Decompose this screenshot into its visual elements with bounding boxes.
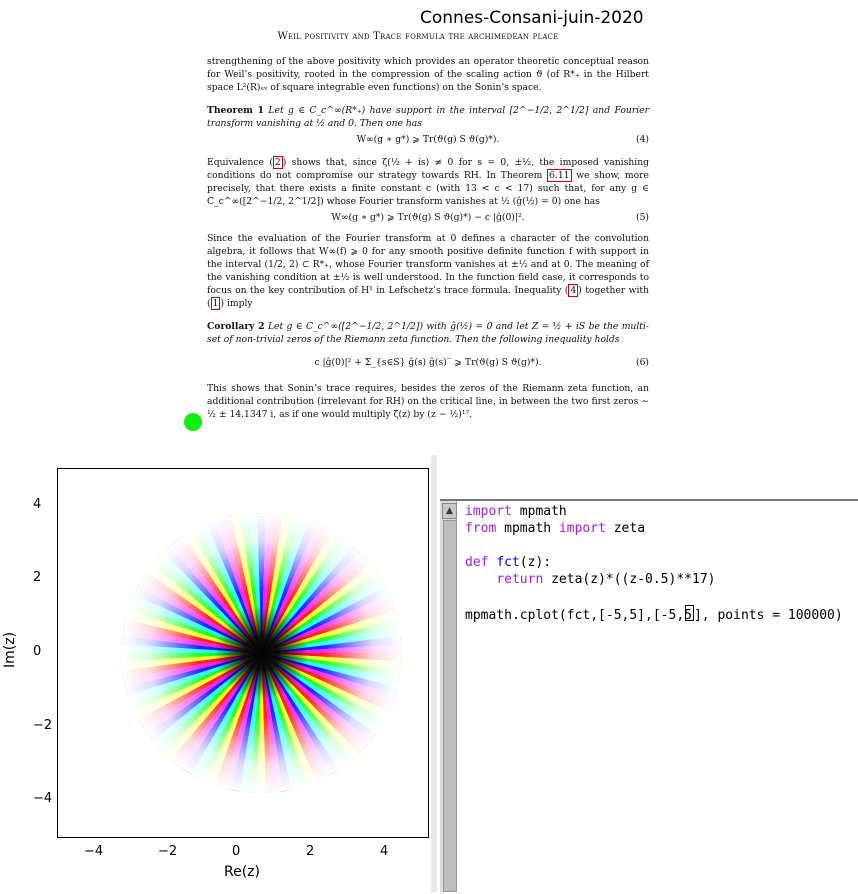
p2-text-c: we show, more precisely, that there exists a finite constant c (with 13 < c < 17) such that, for any g ∈ C_c^∞([2^−1/2, 2^1/2]) whose Fourier transform vanishes at ½ (ĝ(½) = 0) one has xyxy=(207,170,649,207)
p3-text-b: ) together with ( xyxy=(207,285,650,309)
ref-eq-1-link[interactable]: 1 xyxy=(212,298,219,309)
corollary-2-title: Corollary 2 xyxy=(207,321,265,332)
equation-6 xyxy=(207,346,649,380)
code-keyword: import xyxy=(465,504,512,519)
ref-eq-2-link[interactable]: 2 xyxy=(274,157,281,168)
paragraph-2 xyxy=(207,156,649,208)
code-keyword: from xyxy=(465,521,497,536)
code-indent xyxy=(465,572,496,587)
y-tick-label: 4 xyxy=(33,496,42,512)
editor-scroll-thumb[interactable] xyxy=(443,520,457,892)
code-token: ], points = 100000) xyxy=(693,608,843,623)
y-tick-label: 2 xyxy=(33,570,42,586)
equation-6-number: (6) xyxy=(635,357,649,368)
ref-theorem-6-11-link[interactable]: 6.11 xyxy=(549,170,570,181)
paragraph-1: strengthening of the above positivity which provides an operator theoretic conceptual reason for Weil’s positivity, rooted in the compression of the scaling action ϑ (of R*₊ in the Hilbert space L²(R)ₑᵥ of square integrable even functions) on the Sonin’s space. xyxy=(207,56,649,93)
x-tick-label: 4 xyxy=(380,844,389,859)
code-token: mpmath xyxy=(511,504,567,519)
ref-eq-4-link[interactable]: 4 xyxy=(570,285,577,296)
corollary-2-text: Let g ∈ C_c^∞([2^−1/2, 2^1/2]) with ĝ(½) = 0 and let Z = ½ + iS be the multi-set of non-trivial zeros of the Riemann zeta function. Then the following inequality holds xyxy=(207,321,649,345)
equation-5-body: W∞(g ∗ g*) ⩾ Tr(ϑ(g) S ϑ(g)*) − c |ĝ(0)|². xyxy=(331,212,525,223)
theorem-1-title: Theorem 1 xyxy=(207,105,264,116)
pdf-page xyxy=(207,30,649,421)
code-function-name: fct xyxy=(496,555,520,570)
text-cursor xyxy=(685,605,694,621)
x-axis-label: Re(z) xyxy=(224,864,260,880)
code-keyword: import xyxy=(558,521,606,536)
p3-text-c: ) imply xyxy=(220,298,253,309)
cursor-highlight xyxy=(184,413,202,431)
x-tick-label: 0 xyxy=(232,844,241,859)
equation-5 xyxy=(207,208,649,228)
complex-plot xyxy=(58,469,428,837)
code-token: zeta xyxy=(605,521,646,536)
equation-5-number: (5) xyxy=(635,212,649,223)
code-token: mpmath xyxy=(496,521,559,536)
theorem-1-text: Let g ∈ C_c^∞(R*₊) have support in the interval [2^−1/2, 2^1/2] and Fourier transform vanishing at ½ and 0. Then one has xyxy=(207,105,649,129)
equation-4-number: (4) xyxy=(635,134,649,145)
x-tick-label: −4 xyxy=(84,844,104,859)
p2-text-a: Equivalence ( xyxy=(207,157,273,168)
code-token: mpmath.cplot(fct,[-5,5],[-5,5 xyxy=(465,608,692,623)
equation-6-body: c |ĝ(0)|² + Σ_{s∈S} ĝ(s) ĝ(s)‾ ⩾ Tr(ϑ(g) S ϑ(g)*). xyxy=(314,357,542,368)
paragraph-3 xyxy=(207,232,649,310)
y-axis-label: Im(z) xyxy=(2,631,18,668)
running-head: Weil positivity and Trace formula the archimedean place xyxy=(277,31,559,42)
scroll-up-arrow-icon[interactable]: ▲ xyxy=(442,503,457,519)
x-tick-label: 2 xyxy=(306,844,315,859)
equation-4 xyxy=(207,130,649,150)
code-keyword: return xyxy=(496,572,544,587)
theorem-1 xyxy=(207,104,649,130)
pane-divider[interactable] xyxy=(431,455,437,892)
code-token: (z): xyxy=(519,555,552,570)
code-text[interactable] xyxy=(465,503,843,624)
code-keyword: def xyxy=(465,555,489,570)
paragraph-4: This shows that Sonin’s trace requires, besides the zeros of the Riemann zeta function, an additional contribution (irrelevant for RH) on the critical line, in between the two first zeros ∼ ½ ± 14.1347 i, as if one would multiply ζ(z) by (z − ½)¹⁷. xyxy=(207,383,649,420)
window-title: Connes-Consani-juin-2020 xyxy=(420,8,644,28)
plot-axes-frame xyxy=(57,468,429,838)
y-tick-label: −4 xyxy=(33,791,53,807)
x-tick-label: −2 xyxy=(158,844,178,859)
y-tick-label: 0 xyxy=(33,644,42,659)
y-tick-label: −2 xyxy=(33,717,53,733)
corollary-2 xyxy=(207,320,649,346)
plot-dark-core xyxy=(214,605,310,701)
code-token: zeta(z)*((z-0.5)**17) xyxy=(543,572,716,587)
p2-text-b: ) shows that, since ζ(½ + is) ≠ 0 for s = 0, ±½, the imposed vanishing conditions do not compromise our strategy towards RH. In Theorem xyxy=(207,157,649,181)
equation-4-body: W∞(g ∗ g*) ⩾ Tr(ϑ(g) S ϑ(g)*). xyxy=(356,134,500,145)
p3-text-a: Since the evaluation of the Fourier transform at 0 defines a character of the convolution algebra, it follows that W∞(f) ⩾ 0 for any smooth positive definite function f with support in the interval (1/2, 2) ⊂ R*₊, whose Fourier transform vanishes at ±½ and at 0. The meaning of the vanishing condition at ±½ is well understood. In the function field case, it corresponds to focus on the key contribution of H¹ in Lefschetz’s trace formula. Inequality ( xyxy=(207,233,649,296)
